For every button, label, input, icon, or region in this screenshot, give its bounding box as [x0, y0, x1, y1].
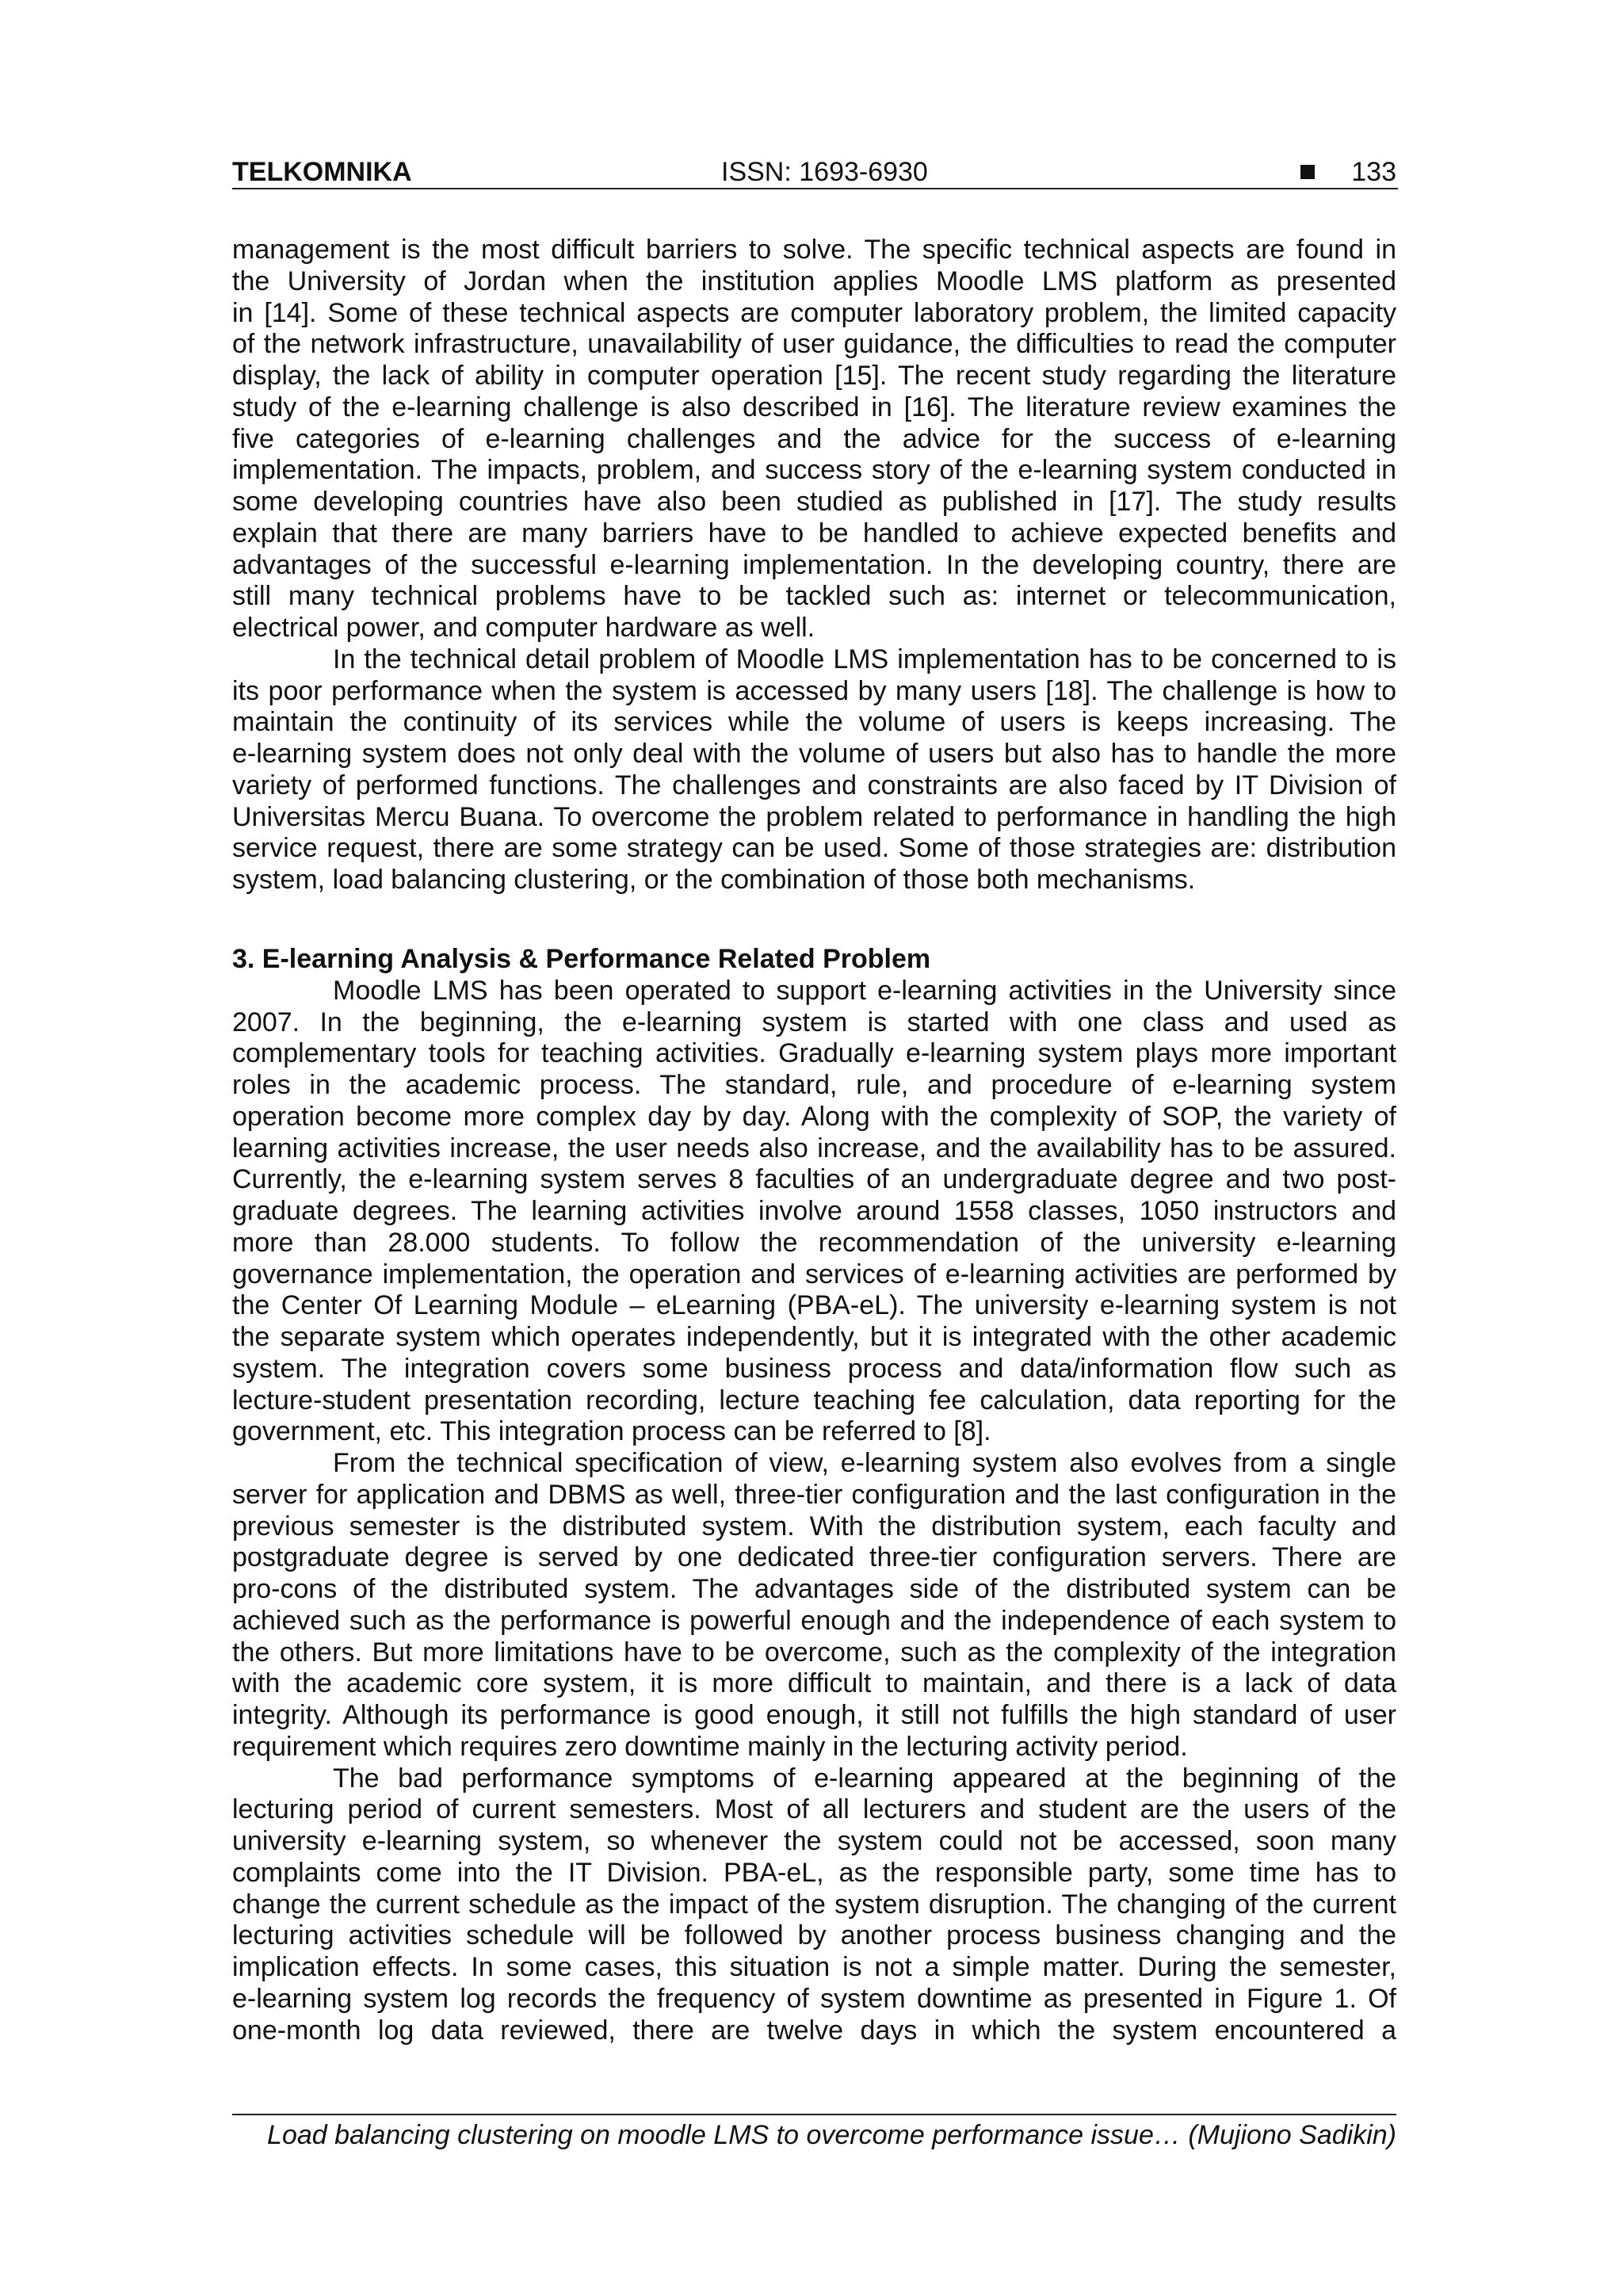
- text-line: governance implementation, the operation and services of e-learning activities are performed by: [232, 1259, 1396, 1289]
- text-line: the others. But more limitations have to be overcome, such as the complexity of the integration: [232, 1637, 1396, 1668]
- text-line: government, etc. This integration process can be referred to [8].: [232, 1416, 991, 1447]
- text-line: achieved such as the performance is powerful enough and the independence of each system to: [232, 1605, 1396, 1636]
- text-line: system, load balancing clustering, or the combination of those both mechanisms.: [232, 865, 1196, 895]
- text-line: In the technical detail problem of Moodle LMS implementation has to be concerned to is: [333, 644, 1396, 674]
- text-line: change the current schedule as the impact of the system disruption. The changing of the current: [232, 1889, 1396, 1920]
- text-line: e-learning system log records the frequency of system downtime as presented in Figure 1. Of: [232, 1983, 1396, 2014]
- body-block-section-3: [232, 944, 1396, 2046]
- text-line: the Center Of Learning Module – eLearning (PBA-eL). The university e-learning system is not: [232, 1290, 1396, 1321]
- text-line: Moodle LMS has been operated to support e-learning activities in the University since: [333, 975, 1396, 1006]
- text-line: explain that there are many barriers have to be handled to achieve expected benefits and: [232, 518, 1396, 548]
- text-line: advantages of the successful e-learning implementation. In the developing country, there are: [232, 549, 1396, 580]
- text-line: one-month log data reviewed, there are twelve days in which the system encountered a: [232, 2015, 1396, 2046]
- text-line: Universitas Mercu Buana. To overcome the problem related to performance in handling the high: [232, 801, 1396, 832]
- header-rule: [232, 188, 1398, 189]
- section-heading: 3. E-learning Analysis & Performance Related Problem: [232, 944, 931, 974]
- text-line: lecturing activities schedule will be followed by another process business changing and the: [232, 1920, 1396, 1951]
- text-line: maintain the continuity of its services while the volume of users is keeps increasing. The: [232, 707, 1396, 738]
- text-line: in [14]. Some of these technical aspects are computer laboratory problem, the limited capacity: [232, 297, 1396, 328]
- text-line: management is the most difficult barriers to solve. The specific technical aspects are found in: [232, 235, 1396, 265]
- text-line: of the network infrastructure, unavailability of user guidance, the difficulties to read the computer: [232, 329, 1396, 360]
- text-line: lecturing period of current semesters. Most of all lecturers and student are the users of the: [232, 1794, 1396, 1825]
- issn: ISSN: 1693-6930: [721, 157, 928, 187]
- text-line: integrity. Although its performance is good enough, it still not fulfills the high standard of user: [232, 1700, 1396, 1730]
- text-line: university e-learning system, so whenever the system could not be accessed, soon many: [232, 1826, 1396, 1856]
- text-line: still many technical problems have to be tackled such as: internet or telecommunication,: [232, 581, 1396, 612]
- text-line: Currently, the e-learning system serves 8 faculties of an undergraduate degree and two post-: [232, 1164, 1396, 1195]
- text-line: operation become more complex day by day. Along with the complexity of SOP, the variety of: [232, 1101, 1396, 1132]
- text-line: the separate system which operates independently, but it is integrated with the other academic: [232, 1322, 1396, 1352]
- text-line: graduate degrees. The learning activities involve around 1558 classes, 1050 instructors and: [232, 1196, 1396, 1226]
- text-line: its poor performance when the system is accessed by many users [18]. The challenge is how to: [232, 675, 1396, 706]
- text-line: requirement which requires zero downtime mainly in the lecturing activity period.: [232, 1731, 1188, 1762]
- paragraph-3: [232, 976, 1396, 1448]
- text-line: lecture-student presentation recording, lecture teaching fee calculation, data reporting for the: [232, 1385, 1396, 1415]
- body-block-top: [232, 235, 1396, 896]
- text-line: server for application and DBMS as well, three-tier configuration and the last configuration in the: [232, 1479, 1396, 1510]
- text-line: more than 28.000 students. To follow the recommendation of the university e-learning: [232, 1227, 1396, 1258]
- text-line: roles in the academic process. The standard, rule, and procedure of e-learning system: [232, 1070, 1396, 1100]
- text-line: the University of Jordan when the institution applies Moodle LMS platform as presented: [232, 266, 1396, 296]
- text-line: study of the e-learning challenge is also described in [16]. The literature review examines the: [232, 392, 1396, 422]
- text-line: The bad performance symptoms of e-learning appeared at the beginning of the: [333, 1763, 1396, 1794]
- journal-name: TELKOMNIKA: [232, 157, 412, 187]
- text-line: previous semester is the distributed system. With the distribution system, each faculty and: [232, 1511, 1396, 1541]
- text-line: complementary tools for teaching activities. Gradually e-learning system plays more important: [232, 1038, 1396, 1069]
- paragraph-5: [232, 1763, 1396, 2047]
- text-line: From the technical specification of view, e-learning system also evolves from a single: [333, 1448, 1396, 1478]
- text-line: complaints come into the IT Division. PBA-eL, as the responsible party, some time has to: [232, 1857, 1396, 1888]
- page-number: 133: [1351, 157, 1396, 187]
- text-line: display, the lack of ability in computer operation [15]. The recent study regarding the literature: [232, 361, 1396, 391]
- text-line: e-learning system does not only deal with the volume of users but also has to handle the more: [232, 739, 1396, 769]
- text-line: electrical power, and computer hardware as well.: [232, 613, 815, 643]
- text-line: with the academic core system, it is more difficult to maintain, and there is a lack of data: [232, 1668, 1396, 1699]
- text-line: variety of performed functions. The challenges and constraints are also faced by IT Division of: [232, 770, 1396, 800]
- text-line: 2007. In the beginning, the e-learning system is started with one class and used as: [232, 1007, 1396, 1037]
- text-line: service request, there are some strategy can be used. Some of those strategies are: distribution: [232, 833, 1396, 864]
- text-line: postgraduate degree is served by one dedicated three-tier configuration servers. There are: [232, 1542, 1396, 1573]
- text-line: system. The integration covers some business process and data/information flow such as: [232, 1353, 1396, 1384]
- paragraph-2: [232, 644, 1396, 896]
- footer-rule: [232, 2114, 1396, 2115]
- running-footer: Load balancing clustering on moodle LMS to overcome performance issue… (Mujiono Sadikin): [267, 2120, 1396, 2150]
- text-line: pro-cons of the distributed system. The advantages side of the distributed system can be: [232, 1574, 1396, 1604]
- paragraph-1: [232, 235, 1396, 644]
- square-bullet-icon: [1300, 165, 1315, 179]
- text-line: implementation. The impacts, problem, and success story of the e-learning system conducted in: [232, 455, 1396, 486]
- paragraph-4: [232, 1448, 1396, 1763]
- text-line: some developing countries have also been studied as published in [17]. The study results: [232, 487, 1396, 517]
- text-line: five categories of e-learning challenges and the advice for the success of e-learning: [232, 423, 1396, 454]
- text-line: learning activities increase, the user needs also increase, and the availability has to be assured.: [232, 1133, 1396, 1163]
- text-line: implication effects. In some cases, this situation is not a simple matter. During the semester,: [232, 1952, 1396, 1982]
